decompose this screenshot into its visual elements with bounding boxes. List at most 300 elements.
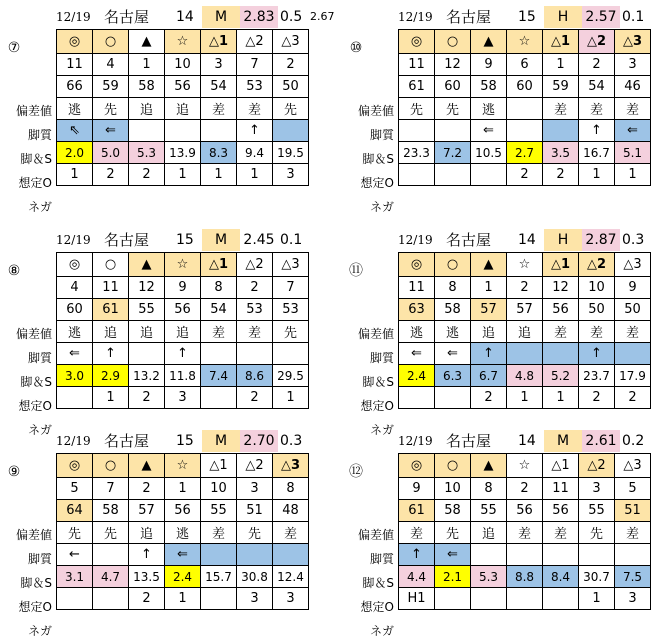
dev-cell: 50 bbox=[273, 76, 309, 98]
dev-cell: 60 bbox=[57, 299, 93, 321]
ashi-cell: ⇖ bbox=[57, 120, 93, 142]
ashi-cell: ↑ bbox=[579, 120, 615, 142]
dev-cell: 57 bbox=[507, 299, 543, 321]
dev-cell: 53 bbox=[237, 299, 273, 321]
grid-row-nega bbox=[399, 588, 651, 610]
style-cell: 追 bbox=[129, 98, 165, 120]
style-cell: 差 bbox=[201, 321, 237, 343]
nega-cell: 2 bbox=[579, 387, 615, 409]
style-cell: 先 bbox=[57, 522, 93, 544]
nums-cell: 5 bbox=[615, 478, 651, 500]
race-grid bbox=[398, 29, 651, 186]
grid-row-nega bbox=[57, 588, 309, 610]
nums-cell: 3 bbox=[615, 54, 651, 76]
dev-cell: 58 bbox=[129, 76, 165, 98]
nega-cell: 2 bbox=[237, 387, 273, 409]
race-header bbox=[342, 6, 670, 28]
race-header bbox=[0, 430, 330, 452]
marks-cell: ☆ bbox=[507, 454, 543, 478]
dev-cell: 58 bbox=[435, 299, 471, 321]
row-label: 脚質 bbox=[27, 128, 52, 142]
marks-cell: ☆ bbox=[507, 30, 543, 54]
style-cell bbox=[507, 98, 543, 120]
ashi-cell bbox=[201, 120, 237, 142]
odds-cell: 4.8 bbox=[507, 365, 543, 387]
dev-cell: 46 bbox=[615, 76, 651, 98]
ashi-cell: ↑ bbox=[237, 120, 273, 142]
ashi-cell bbox=[435, 120, 471, 142]
grid-row-nega bbox=[57, 387, 309, 409]
odds-cell: 7.2 bbox=[435, 142, 471, 164]
nega-cell: 3 bbox=[273, 588, 309, 610]
nums-cell: 6 bbox=[507, 54, 543, 76]
marks-cell: ○ bbox=[435, 30, 471, 54]
marks-cell: ◎ bbox=[57, 454, 93, 478]
grid-row-dev bbox=[57, 76, 309, 98]
marks-cell: △1 bbox=[201, 30, 237, 54]
nums-cell: 11 bbox=[399, 277, 435, 299]
race-block bbox=[0, 430, 328, 638]
nums-cell: 3 bbox=[237, 478, 273, 500]
style-cell: 差 bbox=[237, 321, 273, 343]
row-label: 偏差値 bbox=[357, 327, 394, 341]
nums-cell: 1 bbox=[165, 478, 201, 500]
nums-cell: 5 bbox=[57, 478, 93, 500]
race-number: ⑧ bbox=[2, 259, 26, 283]
dev-cell: 58 bbox=[471, 76, 507, 98]
style-cell: 先 bbox=[273, 98, 309, 120]
style-cell: 追 bbox=[471, 522, 507, 544]
grid-row-nums bbox=[57, 54, 309, 76]
nega-cell bbox=[93, 588, 129, 610]
grid-row-nums bbox=[399, 478, 651, 500]
race-number: ⑩ bbox=[344, 36, 368, 60]
dev-cell: 56 bbox=[165, 500, 201, 522]
grid-row-marks bbox=[57, 454, 309, 478]
nums-cell: 8 bbox=[273, 478, 309, 500]
dev-cell: 61 bbox=[93, 299, 129, 321]
nums-cell: 4 bbox=[93, 54, 129, 76]
style-cell: 差 bbox=[543, 98, 579, 120]
grid-row-style bbox=[399, 98, 651, 120]
row-label: ネガ bbox=[27, 423, 52, 437]
row-label: ネガ bbox=[27, 200, 52, 214]
ashi-cell bbox=[129, 120, 165, 142]
marks-cell: ▲ bbox=[129, 30, 165, 54]
marks-cell: ☆ bbox=[165, 30, 201, 54]
marks-cell: △3 bbox=[273, 454, 309, 478]
race-extra-value: 0.1 bbox=[280, 232, 303, 248]
nega-cell: H1 bbox=[399, 588, 435, 610]
dev-cell: 53 bbox=[273, 299, 309, 321]
nega-cell: 2 bbox=[507, 164, 543, 186]
race-grid bbox=[56, 29, 309, 186]
nega-cell bbox=[201, 387, 237, 409]
track-condition: M bbox=[202, 6, 240, 28]
ashi-cell: ⇐ bbox=[435, 544, 471, 566]
grid-row-odds bbox=[399, 142, 651, 164]
marks-cell: ◎ bbox=[57, 30, 93, 54]
row-label: ネガ bbox=[369, 624, 394, 638]
marks-cell: △2 bbox=[237, 454, 273, 478]
style-cell: 差 bbox=[579, 98, 615, 120]
marks-cell: ○ bbox=[93, 30, 129, 54]
race-number: ⑫ bbox=[344, 460, 368, 484]
nums-cell: 12 bbox=[435, 54, 471, 76]
odds-cell: 19.5 bbox=[273, 142, 309, 164]
style-cell: 先 bbox=[93, 98, 129, 120]
dev-cell: 53 bbox=[237, 76, 273, 98]
nega-cell: 2 bbox=[471, 387, 507, 409]
dev-cell: 51 bbox=[237, 500, 273, 522]
nums-cell: 11 bbox=[399, 54, 435, 76]
grid-row-nega bbox=[399, 387, 651, 409]
odds-cell: 8.4 bbox=[543, 566, 579, 588]
ashi-cell bbox=[273, 120, 309, 142]
row-label: 偏差値 bbox=[15, 327, 52, 341]
style-cell: 先 bbox=[93, 522, 129, 544]
race-score: 2.57 bbox=[582, 6, 620, 28]
race-grid bbox=[398, 252, 651, 409]
marks-cell: ◎ bbox=[399, 454, 435, 478]
race-venue: 名古屋 bbox=[104, 8, 150, 26]
ashi-cell bbox=[579, 544, 615, 566]
ashi-cell: ⇐ bbox=[615, 120, 651, 142]
marks-cell: △1 bbox=[543, 253, 579, 277]
ashi-cell bbox=[273, 544, 309, 566]
nega-cell bbox=[507, 588, 543, 610]
dev-cell: 60 bbox=[435, 76, 471, 98]
marks-cell: ◎ bbox=[57, 253, 93, 277]
marks-cell: ☆ bbox=[165, 454, 201, 478]
grid-row-ashi bbox=[399, 343, 651, 365]
dev-cell: 57 bbox=[129, 500, 165, 522]
style-cell: 先 bbox=[237, 522, 273, 544]
marks-cell: ▲ bbox=[471, 30, 507, 54]
odds-cell: 8.3 bbox=[201, 142, 237, 164]
odds-cell: 5.2 bbox=[543, 365, 579, 387]
race-extra-value: 0.2 bbox=[622, 433, 645, 449]
field-size: 15 bbox=[176, 232, 194, 248]
marks-cell: △2 bbox=[237, 30, 273, 54]
marks-cell: △1 bbox=[543, 30, 579, 54]
row-label: 脚＆S bbox=[20, 576, 52, 590]
odds-cell: 30.8 bbox=[237, 566, 273, 588]
nega-cell: 3 bbox=[615, 588, 651, 610]
nega-cell: 2 bbox=[93, 164, 129, 186]
row-label: 脚＆S bbox=[20, 152, 52, 166]
style-cell: 差 bbox=[615, 98, 651, 120]
marks-cell: △1 bbox=[201, 253, 237, 277]
odds-cell: 9.4 bbox=[237, 142, 273, 164]
odds-cell: 6.7 bbox=[471, 365, 507, 387]
nega-cell: 2 bbox=[129, 164, 165, 186]
style-cell: 追 bbox=[129, 522, 165, 544]
nums-cell: 10 bbox=[165, 54, 201, 76]
marks-cell: ▲ bbox=[129, 454, 165, 478]
dev-cell: 56 bbox=[543, 299, 579, 321]
ashi-cell: ⇐ bbox=[435, 343, 471, 365]
ashi-cell: ↑ bbox=[93, 343, 129, 365]
nums-cell: 4 bbox=[57, 277, 93, 299]
nums-cell: 11 bbox=[93, 277, 129, 299]
nega-cell: 2 bbox=[129, 387, 165, 409]
nums-cell: 11 bbox=[543, 478, 579, 500]
row-label: 脚質 bbox=[369, 552, 394, 566]
dev-cell: 55 bbox=[129, 299, 165, 321]
grid-row-style bbox=[57, 98, 309, 120]
track-condition: M bbox=[544, 430, 582, 452]
odds-cell: 5.3 bbox=[471, 566, 507, 588]
dev-cell: 59 bbox=[543, 76, 579, 98]
marks-cell: ◎ bbox=[399, 253, 435, 277]
race-extra-value-2: 2.67 bbox=[310, 10, 335, 23]
odds-cell: 10.5 bbox=[471, 142, 507, 164]
ashi-cell: ⇐ bbox=[471, 120, 507, 142]
nums-cell: 2 bbox=[507, 277, 543, 299]
style-cell: 先 bbox=[399, 98, 435, 120]
nums-cell: 1 bbox=[543, 54, 579, 76]
nega-cell: 2 bbox=[615, 387, 651, 409]
race-extra-value: 0.3 bbox=[622, 232, 645, 248]
ashi-cell: ↑ bbox=[129, 544, 165, 566]
track-condition: M bbox=[202, 229, 240, 251]
nega-cell: 3 bbox=[237, 588, 273, 610]
style-cell: 差 bbox=[543, 522, 579, 544]
dev-cell: 54 bbox=[201, 299, 237, 321]
style-cell: 差 bbox=[615, 522, 651, 544]
style-cell: 先 bbox=[435, 522, 471, 544]
style-cell: 追 bbox=[93, 321, 129, 343]
grid-row-nega bbox=[57, 164, 309, 186]
odds-cell: 4.7 bbox=[93, 566, 129, 588]
odds-cell: 4.4 bbox=[399, 566, 435, 588]
nums-cell: 10 bbox=[435, 478, 471, 500]
ashi-cell: ⇐ bbox=[165, 544, 201, 566]
odds-cell: 5.1 bbox=[615, 142, 651, 164]
nega-cell: 1 bbox=[615, 164, 651, 186]
nums-cell: 11 bbox=[57, 54, 93, 76]
nega-cell bbox=[471, 164, 507, 186]
marks-cell: ☆ bbox=[165, 253, 201, 277]
marks-cell: ○ bbox=[435, 253, 471, 277]
ashi-cell bbox=[129, 343, 165, 365]
odds-cell: 2.1 bbox=[435, 566, 471, 588]
ashi-cell bbox=[237, 544, 273, 566]
style-cell: 追 bbox=[507, 321, 543, 343]
style-cell: 追 bbox=[165, 321, 201, 343]
dev-cell: 50 bbox=[579, 299, 615, 321]
grid-row-style bbox=[57, 522, 309, 544]
ashi-cell bbox=[471, 544, 507, 566]
track-condition: H bbox=[544, 6, 582, 28]
marks-cell: ◎ bbox=[399, 30, 435, 54]
odds-cell: 7.4 bbox=[201, 365, 237, 387]
ashi-cell bbox=[201, 343, 237, 365]
dev-cell: 61 bbox=[399, 76, 435, 98]
nega-cell bbox=[471, 588, 507, 610]
race-header bbox=[342, 229, 670, 251]
nega-cell: 1 bbox=[93, 387, 129, 409]
ashi-cell bbox=[543, 343, 579, 365]
grid-row-ashi bbox=[57, 544, 309, 566]
nega-cell bbox=[201, 588, 237, 610]
nega-cell: 1 bbox=[507, 387, 543, 409]
style-cell: 差 bbox=[399, 522, 435, 544]
odds-cell: 12.4 bbox=[273, 566, 309, 588]
race-grid bbox=[56, 252, 309, 409]
dev-cell: 56 bbox=[165, 76, 201, 98]
odds-cell: 30.7 bbox=[579, 566, 615, 588]
row-label: 脚質 bbox=[369, 128, 394, 142]
grid-row-nums bbox=[399, 54, 651, 76]
grid-row-nega bbox=[399, 164, 651, 186]
grid-row-dev bbox=[399, 76, 651, 98]
grid-row-style bbox=[399, 321, 651, 343]
nega-cell bbox=[399, 164, 435, 186]
race-extra-value: 0.1 bbox=[622, 9, 645, 25]
nums-cell: 2 bbox=[507, 478, 543, 500]
odds-cell: 13.9 bbox=[165, 142, 201, 164]
odds-cell: 8.8 bbox=[507, 566, 543, 588]
odds-cell: 17.9 bbox=[615, 365, 651, 387]
nega-cell bbox=[435, 164, 471, 186]
race-number: ⑦ bbox=[2, 36, 26, 60]
nega-cell: 2 bbox=[543, 164, 579, 186]
marks-cell: △3 bbox=[273, 30, 309, 54]
race-block bbox=[342, 229, 670, 437]
race-date: 12/19 bbox=[56, 434, 91, 448]
race-number: ⑪ bbox=[344, 259, 368, 283]
nega-cell: 1 bbox=[579, 588, 615, 610]
field-size: 15 bbox=[518, 9, 536, 25]
row-label: 偏差値 bbox=[15, 528, 52, 542]
race-venue: 名古屋 bbox=[446, 432, 492, 450]
nega-cell bbox=[57, 387, 93, 409]
race-venue: 名古屋 bbox=[446, 8, 492, 26]
nega-cell bbox=[57, 588, 93, 610]
race-venue: 名古屋 bbox=[104, 231, 150, 249]
race-score: 2.70 bbox=[240, 430, 278, 452]
marks-cell: △2 bbox=[579, 253, 615, 277]
dev-cell: 60 bbox=[507, 76, 543, 98]
ashi-cell: ⇐ bbox=[399, 343, 435, 365]
dev-cell: 55 bbox=[579, 500, 615, 522]
race-date: 12/19 bbox=[398, 434, 433, 448]
row-label: 脚質 bbox=[369, 351, 394, 365]
odds-cell: 2.0 bbox=[57, 142, 93, 164]
marks-cell: ▲ bbox=[471, 454, 507, 478]
ashi-cell: ↑ bbox=[165, 343, 201, 365]
row-label: ネガ bbox=[369, 200, 394, 214]
nega-cell bbox=[435, 387, 471, 409]
marks-cell: ☆ bbox=[507, 253, 543, 277]
row-label: 脚質 bbox=[27, 552, 52, 566]
marks-cell: ○ bbox=[93, 454, 129, 478]
dev-cell: 59 bbox=[93, 76, 129, 98]
grid-row-nums bbox=[57, 478, 309, 500]
dev-cell: 64 bbox=[57, 500, 93, 522]
race-venue: 名古屋 bbox=[104, 432, 150, 450]
race-date: 12/19 bbox=[398, 10, 433, 24]
odds-cell: 16.7 bbox=[579, 142, 615, 164]
odds-cell: 5.3 bbox=[129, 142, 165, 164]
race-block bbox=[342, 6, 670, 214]
ashi-cell bbox=[399, 120, 435, 142]
nums-cell: 7 bbox=[93, 478, 129, 500]
row-label: 想定O bbox=[360, 600, 394, 614]
style-cell: 逃 bbox=[399, 321, 435, 343]
nums-cell: 3 bbox=[579, 478, 615, 500]
nums-cell: 9 bbox=[399, 478, 435, 500]
grid-row-dev bbox=[57, 299, 309, 321]
race-extra-value: 0.3 bbox=[280, 433, 303, 449]
grid-row-dev bbox=[57, 500, 309, 522]
grid-row-odds bbox=[57, 566, 309, 588]
field-size: 14 bbox=[176, 9, 194, 25]
nums-cell: 12 bbox=[543, 277, 579, 299]
ashi-cell bbox=[165, 120, 201, 142]
grid-row-nums bbox=[399, 277, 651, 299]
row-label: 偏差値 bbox=[357, 528, 394, 542]
row-label: 想定O bbox=[18, 399, 52, 413]
ashi-cell: ↑ bbox=[579, 343, 615, 365]
marks-cell: △2 bbox=[237, 253, 273, 277]
race-grid bbox=[56, 453, 309, 610]
nums-cell: 1 bbox=[129, 54, 165, 76]
marks-cell: △3 bbox=[273, 253, 309, 277]
nega-cell: 1 bbox=[579, 164, 615, 186]
row-label: 想定O bbox=[18, 176, 52, 190]
odds-cell: 23.3 bbox=[399, 142, 435, 164]
marks-cell: △2 bbox=[579, 454, 615, 478]
dev-cell: 54 bbox=[201, 76, 237, 98]
style-cell: 逃 bbox=[165, 522, 201, 544]
ashi-cell bbox=[201, 544, 237, 566]
style-cell: 差 bbox=[507, 522, 543, 544]
row-label: 偏差値 bbox=[15, 104, 52, 118]
nums-cell: 8 bbox=[201, 277, 237, 299]
ashi-cell: ⇐ bbox=[57, 343, 93, 365]
grid-row-style bbox=[399, 522, 651, 544]
style-cell: 先 bbox=[273, 321, 309, 343]
nums-cell: 8 bbox=[471, 478, 507, 500]
grid-row-odds bbox=[399, 566, 651, 588]
race-grid bbox=[398, 453, 651, 610]
race-block bbox=[0, 6, 335, 214]
nums-cell: 10 bbox=[579, 277, 615, 299]
dev-cell: 55 bbox=[471, 500, 507, 522]
race-number: ⑨ bbox=[2, 460, 26, 484]
nega-cell: 1 bbox=[273, 387, 309, 409]
grid-row-dev bbox=[399, 299, 651, 321]
race-header bbox=[342, 430, 670, 452]
grid-row-dev bbox=[399, 500, 651, 522]
dev-cell: 54 bbox=[579, 76, 615, 98]
odds-cell: 7.5 bbox=[615, 566, 651, 588]
nums-cell: 2 bbox=[579, 54, 615, 76]
grid-row-odds bbox=[57, 142, 309, 164]
marks-cell: △1 bbox=[543, 454, 579, 478]
row-label: 脚＆S bbox=[20, 375, 52, 389]
grid-row-nums bbox=[57, 277, 309, 299]
style-cell: 差 bbox=[201, 98, 237, 120]
odds-cell: 13.5 bbox=[129, 566, 165, 588]
ashi-cell bbox=[543, 544, 579, 566]
odds-cell: 3.5 bbox=[543, 142, 579, 164]
grid-row-marks bbox=[57, 253, 309, 277]
dev-cell: 56 bbox=[543, 500, 579, 522]
